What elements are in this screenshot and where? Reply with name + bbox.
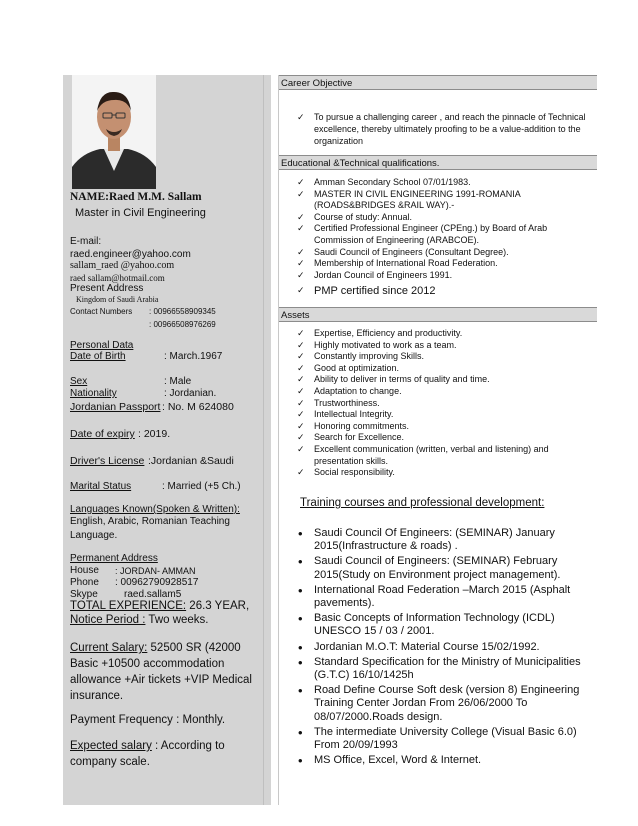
email-link[interactable]: raed.engineer@yahoo.com <box>70 249 191 260</box>
asset-item: ✓ Trustworthiness. <box>292 398 590 410</box>
training-list <box>292 527 590 769</box>
salary-row <box>70 642 241 655</box>
qualification-item: ✓ Amman Secondary School 07/01/1983. <box>292 177 590 189</box>
salary-label: Current Salary: <box>70 642 148 654</box>
qualification-item: ✓ MASTER IN CIVIL ENGINEERING 1991-ROMANIA (ROADS&BRIDGES &RAIL WAY).- <box>292 189 590 212</box>
qualification-item: ✓ Saudi Council of Engineers (Consultant Degree). <box>292 247 590 259</box>
dob-value: : March.1967 <box>164 351 223 362</box>
asset-item: ✓ Highly motivated to work as a team. <box>292 340 590 352</box>
notice-value: Two weeks. <box>145 614 209 626</box>
training-heading: Training courses and professional development: <box>300 497 545 509</box>
salary-value: 52500 SR (42000 <box>147 642 241 654</box>
passport-value: : No. M 624080 <box>162 401 234 413</box>
experience-label: TOTAL EXPERIENCE: <box>70 600 187 612</box>
skype-label: Skype <box>70 589 98 600</box>
expiry-label: Date of expiry <box>70 428 135 440</box>
notice-row <box>70 614 209 627</box>
asset-item: ✓ Expertise, Efficiency and productivity. <box>292 328 590 340</box>
asset-item: ✓ Intellectual Integrity. <box>292 409 590 421</box>
dob-label: Date of Birth <box>70 351 126 362</box>
address-value: Kingdom of Saudi Arabia <box>76 295 159 304</box>
expected-salary-row <box>70 740 225 753</box>
training-item: • Basic Concepts of Information Technology (ICDL) UNESCO 15 / 03 / 2001. <box>292 612 590 638</box>
training-item: • Saudi Council of Engineers: (SEMINAR) February 2015(Study on Environment project management). <box>292 555 590 581</box>
contact-value: : 00966558909345 <box>149 307 216 316</box>
expected-value: company scale. <box>70 756 150 768</box>
left-column-edge <box>263 75 264 805</box>
expected-label: Expected salary <box>70 740 152 752</box>
expiry-value: : 2019. <box>138 428 171 440</box>
marital-value: : Married (+5 Ch.) <box>162 481 241 492</box>
marital-label: Marital Status <box>70 481 132 492</box>
phone-value: : 00962790928517 <box>115 577 199 588</box>
sex-value: : Male <box>164 376 192 387</box>
skype-value: raed.sallam5 <box>124 589 182 600</box>
expected-value: : According to <box>151 740 225 752</box>
column-divider <box>278 75 279 805</box>
training-item: • MS Office, Excel, Word & Internet. <box>292 754 590 767</box>
address-label: Present Address <box>70 283 144 294</box>
training-item: • The intermediate University College (Visual Basic 6.0) From 20/09/1993 <box>292 726 590 752</box>
assets-heading: Assets <box>279 307 597 322</box>
qualification-item: ✓ Certified Professional Engineer (CPEng.) by Board of Arab Commission of Engineering (ARABCOE). <box>292 223 590 246</box>
assets-list <box>292 328 590 479</box>
asset-item: ✓ Honoring commitments. <box>292 421 590 433</box>
license-value: :Jordanian &Saudi <box>148 455 234 467</box>
pmp-text: PMP certified since 2012 <box>314 285 436 297</box>
email-link[interactable]: raed sallam@hotmail.com <box>70 273 165 283</box>
house-value: : JORDAN- AMMAN <box>115 566 196 576</box>
experience-row <box>70 600 249 613</box>
degree: Master in Civil Engineering <box>75 207 206 219</box>
sex-label: Sex <box>70 376 88 387</box>
asset-item: ✓ Constantly improving Skills. <box>292 351 590 363</box>
training-item: • International Road Federation –March 2015 (Asphalt pavements). <box>292 584 590 610</box>
personal-data-heading: Personal Data <box>70 340 134 351</box>
email-label: E-mail: <box>70 236 102 247</box>
nationality-label: Nationality <box>70 388 117 399</box>
email-link[interactable]: sallam_raed @yahoo.com <box>70 260 175 271</box>
asset-item: ✓ Social responsibility. <box>292 467 590 479</box>
languages-value: English, Arabic, Romanian Teaching <box>70 516 230 527</box>
salary-value: Basic +10500 accommodation <box>70 658 225 670</box>
check-icon: ✓ <box>297 285 305 295</box>
asset-item: ✓ Excellent communication (written, verbal and listening) and presentation skills. <box>292 444 590 467</box>
training-item: • Standard Specification for the Ministry of Municipalities (G.T.C) 16/10/1425h <box>292 656 590 682</box>
house-label: House <box>70 565 99 576</box>
education-list <box>292 177 590 281</box>
asset-item: ✓ Search for Excellence. <box>292 432 590 444</box>
candidate-name: NAME:Raed M.M. Sallam <box>70 191 202 203</box>
salary-value: insurance. <box>70 690 124 702</box>
notice-label: Notice Period : <box>70 614 146 626</box>
contact-label: Contact Numbers <box>70 307 133 316</box>
profile-photo <box>72 75 156 189</box>
training-item: • Saudi Council Of Engineers: (SEMINAR) January 2015(Infrastructure & roads) . <box>292 527 590 553</box>
career-objective-heading: Career Objective <box>279 75 597 90</box>
training-item: • Jordanian M.O.T: Material Course 15/02/1992. <box>292 641 590 654</box>
qualification-item: ✓ Jordan Council of Engineers 1991. <box>292 270 590 282</box>
languages-label: Languages Known(Spoken & Written): <box>70 504 240 515</box>
training-item: • Road Define Course Soft desk (version 8) Engineering Training Center Jordan From 26/06/2000 To 08/07/2000.Roads design. <box>292 684 590 724</box>
asset-item: ✓ Ability to deliver in terms of quality and time. <box>292 374 590 386</box>
pmp-item <box>297 285 435 297</box>
passport-label: Jordanian Passport <box>70 401 161 413</box>
contact-value: : 00966508976269 <box>149 320 216 329</box>
permanent-address-heading: Permanent Address <box>70 553 158 564</box>
asset-item: ✓ Good at optimization. <box>292 363 590 375</box>
education-heading: Educational &Technical qualifications. <box>279 155 597 170</box>
license-label: Driver's License <box>70 455 145 467</box>
qualification-item: ✓ Course of study: Annual. <box>292 212 590 224</box>
experience-value: 26.3 YEAR, <box>186 600 250 612</box>
career-objective-list <box>292 111 590 147</box>
phone-label: Phone <box>70 577 99 588</box>
payment-frequency: Payment Frequency : Monthly. <box>70 714 226 726</box>
qualification-item: ✓ Membership of International Road Federation. <box>292 258 590 270</box>
asset-item: ✓ Adaptation to change. <box>292 386 590 398</box>
nationality-value: : Jordanian. <box>164 388 217 399</box>
languages-value: Language. <box>70 530 118 541</box>
salary-value: allowance +Air tickets +VIP Medical <box>70 674 252 686</box>
career-objective-item: ✓ To pursue a challenging career , and reach the pinnacle of Technical excellence, thereby ultimately proofing to be a value-addition to the organization <box>292 111 590 147</box>
